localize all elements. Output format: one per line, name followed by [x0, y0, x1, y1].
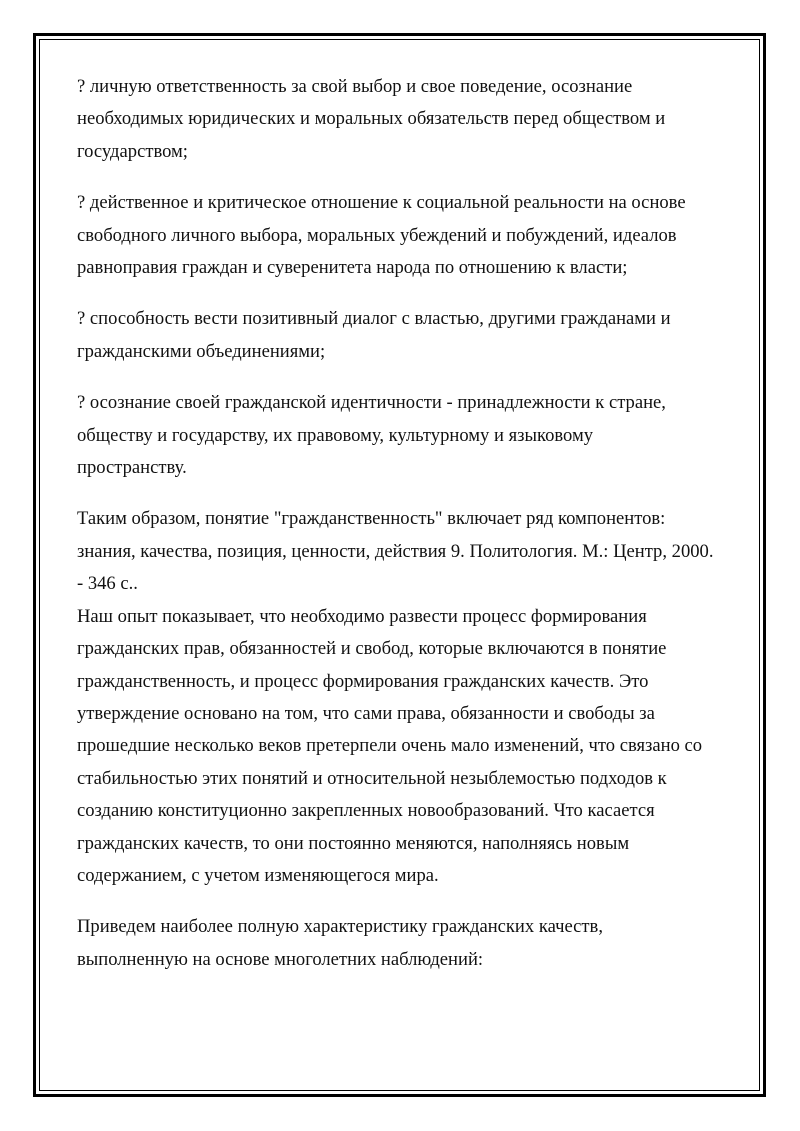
- bullet-paragraph-responsibility: ? личную ответственность за свой выбор и свое поведение, осознание необходимых юридических и моральных обязательств перед обществом и государством;: [77, 76, 666, 162]
- bullet-paragraph-dialogue: ? способность вести позитивный диалог с властью, другими гражданами и гражданскими объединениями;: [77, 308, 671, 362]
- summary-paragraph: Таким образом, понятие "гражданственность" включает ряд компонентов: знания, качества, позиция, ценности, действия 9. Политология. М.: Центр, 2000. - 346 с..: [77, 508, 714, 595]
- bullet-paragraph-attitude: ? действенное и критическое отношение к социальной реальности на основе свободного личного выбора, моральных убеждений и побуждений, идеалов равноправия граждан и суверенитета народа по отношению к власти;: [77, 192, 686, 279]
- document-body: [77, 71, 737, 995]
- experience-paragraph: Наш опыт показывает, что необходимо развести процесс формирования гражданских прав, обязанностей и свобод, которые включаются в понятие гражданственность, и процесс формирования гражданских качеств. Это утверждение основано на том, что сами права, обязанности и свободы за прошедшие несколько веков претерпели очень мало изменений, что связано со стабильностью этих понятий и относительной незыблемостью подходов к созданию конституционно закрепленных новообразований. Что касается гражданских качеств, то они постоянно меняются, наполняясь новым содержанием, с учетом изменяющегося мира.: [77, 605, 703, 886]
- closing-paragraph: Приведем наиболее полную характеристику гражданских качеств, выполненную на основе многолетних наблюдений:: [77, 916, 603, 970]
- bullet-paragraph-identity: ? осознание своей гражданской идентичности - принадлежности к стране, обществу и государству, их правовому, культурному и языковому пространству.: [77, 392, 666, 479]
